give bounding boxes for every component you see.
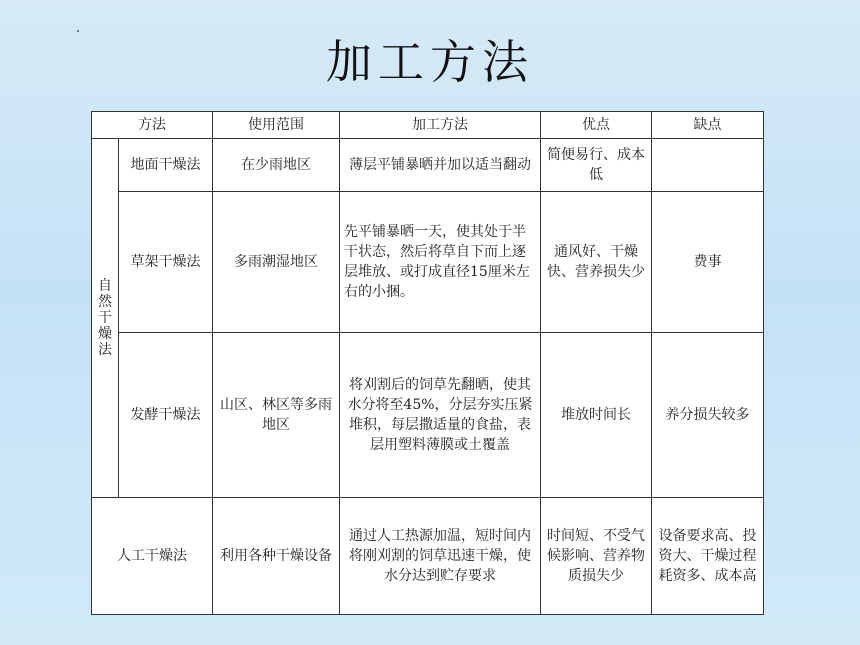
process-cell: 先平铺暴晒一天，使其处于半干状态，然后将草自下而上逐层堆放、或打成直径15厘米左右的小捆。 [340,192,541,333]
header-process: 加工方法 [340,112,541,139]
header-cons: 缺点 [652,112,764,139]
scope-cell: 利用各种干燥设备 [213,498,340,615]
header-method: 方法 [92,112,213,139]
drying-methods-table [91,111,764,615]
scope-cell: 多雨潮湿地区 [213,192,340,333]
table-row [92,192,764,333]
pros-cell: 通风好、干燥快、营养损失少 [541,192,652,333]
group-label-text: 自然干燥法 [98,278,112,358]
scope-cell: 在少雨地区 [213,139,340,192]
cons-cell [652,139,764,192]
method-cell: 人工干燥法 [92,498,213,615]
table-row [92,139,764,192]
pros-cell: 时间短、不受气候影响、营养物质损失少 [541,498,652,615]
pros-cell: 堆放时间长 [541,333,652,498]
cons-cell: 设备要求高、投资大、干燥过程耗资多、成本高 [652,498,764,615]
natural-drying-group-label [92,139,119,498]
cons-cell: 养分损失较多 [652,333,764,498]
page-title: 加工方法 [326,35,534,89]
process-cell: 通过人工热源加温，短时间内将刚刈割的饲草迅速干燥，使水分达到贮存要求 [340,498,541,615]
table-row [92,333,764,498]
process-cell: 薄层平铺暴晒并加以适当翻动 [340,139,541,192]
cons-cell: 费事 [652,192,764,333]
pros-cell: 简便易行、成本低 [541,139,652,192]
header-pros: 优点 [541,112,652,139]
table-header-row [92,112,764,139]
scope-cell: 山区、林区等多雨地区 [213,333,340,498]
method-cell: 发酵干燥法 [119,333,213,498]
method-cell: 草架干燥法 [119,192,213,333]
process-cell: 将刈割后的饲草先翻晒，使其水分将至45%，分层夯实压紧堆积，每层撒适量的食盐，表层用塑料薄膜或土覆盖 [340,333,541,498]
header-scope: 使用范围 [213,112,340,139]
table-row [92,498,764,615]
method-cell: 地面干燥法 [119,139,213,192]
